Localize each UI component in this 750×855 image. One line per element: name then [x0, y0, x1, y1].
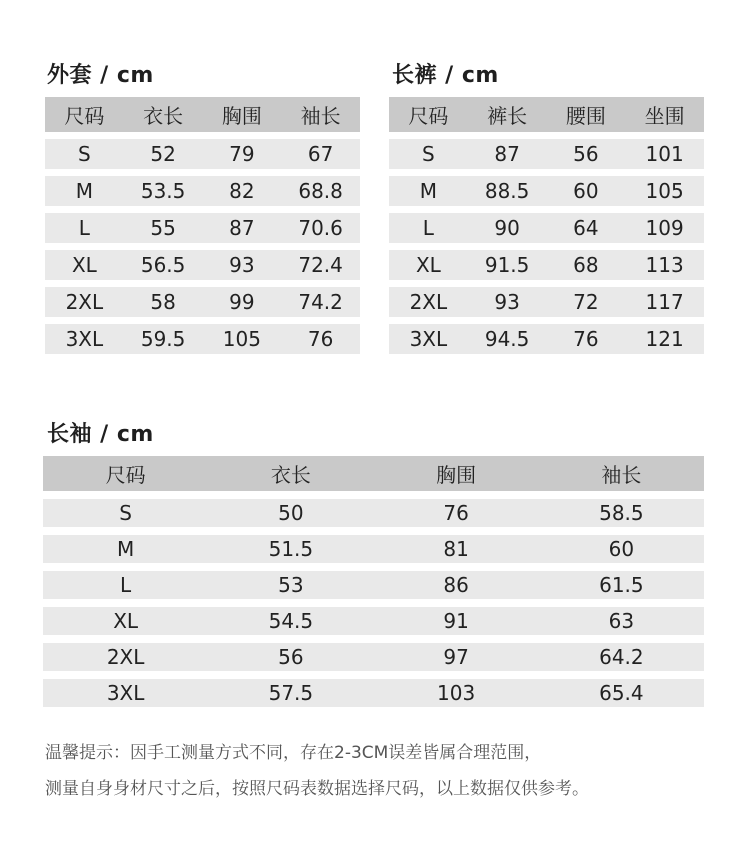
- table-cell: 2XL: [43, 635, 208, 671]
- table-row: [45, 280, 360, 317]
- table-row: [389, 243, 704, 280]
- table-cell: S: [43, 491, 208, 527]
- table-row: [43, 599, 704, 635]
- table-cell: 61.5: [539, 563, 704, 599]
- table-cell: XL: [45, 243, 124, 280]
- table-cell: 76: [547, 317, 626, 354]
- table-cell: 54.5: [208, 599, 373, 635]
- table-cell: 57.5: [208, 671, 373, 707]
- table-cell: 51.5: [208, 527, 373, 563]
- table-cell: 105: [625, 169, 704, 206]
- table-row: [389, 317, 704, 354]
- header-cell: 腰围: [547, 97, 626, 132]
- table-header-row: [389, 97, 704, 132]
- table-cell: L: [45, 206, 124, 243]
- table-cell: 87: [468, 132, 547, 169]
- header-cell: 胸围: [374, 456, 539, 491]
- table-cell: 56: [208, 635, 373, 671]
- header-cell: 衣长: [208, 456, 373, 491]
- table-cell: 82: [203, 169, 282, 206]
- table-cell: 97: [374, 635, 539, 671]
- table-cell: L: [43, 563, 208, 599]
- sleeve-table-title: 长袖 / cm: [47, 422, 154, 447]
- table-cell: 3XL: [43, 671, 208, 707]
- table-cell: 58.5: [539, 491, 704, 527]
- table-row: [389, 132, 704, 169]
- table-cell: 90: [468, 206, 547, 243]
- table-row: [43, 527, 704, 563]
- table-cell: 68: [547, 243, 626, 280]
- table-cell: 50: [208, 491, 373, 527]
- table-header-row: [43, 456, 704, 491]
- header-cell: 袖长: [539, 456, 704, 491]
- table-row: [45, 243, 360, 280]
- table-cell: 72.4: [281, 243, 360, 280]
- table-cell: 3XL: [45, 317, 124, 354]
- header-cell: 尺码: [389, 97, 468, 132]
- header-cell: 尺码: [45, 97, 124, 132]
- table-cell: 109: [625, 206, 704, 243]
- table-cell: S: [389, 132, 468, 169]
- table-cell: 60: [547, 169, 626, 206]
- table-row: [45, 206, 360, 243]
- table-cell: 117: [625, 280, 704, 317]
- table-cell: 70.6: [281, 206, 360, 243]
- notice-line-1: 温馨提示：因手工测量方式不同，存在2-3CM误差皆属合理范围，: [45, 743, 542, 763]
- table-cell: 99: [203, 280, 282, 317]
- table-row: [43, 635, 704, 671]
- table-cell: 121: [625, 317, 704, 354]
- header-cell: 坐围: [625, 97, 704, 132]
- table-cell: 72: [547, 280, 626, 317]
- table-cell: 86: [374, 563, 539, 599]
- table-cell: 55: [124, 206, 203, 243]
- table-cell: 52: [124, 132, 203, 169]
- table-cell: XL: [389, 243, 468, 280]
- table-cell: 67: [281, 132, 360, 169]
- header-cell: 裤长: [468, 97, 547, 132]
- table-cell: S: [45, 132, 124, 169]
- table-cell: 53: [208, 563, 373, 599]
- table-row: [389, 169, 704, 206]
- table-row: [43, 491, 704, 527]
- table-cell: 65.4: [539, 671, 704, 707]
- table-cell: M: [43, 527, 208, 563]
- sleeve-size-table: [43, 456, 704, 707]
- pants-table-title: 长裤 / cm: [392, 63, 499, 88]
- table-row: [389, 280, 704, 317]
- table-row: [45, 132, 360, 169]
- table-row: [43, 671, 704, 707]
- table-cell: 81: [374, 527, 539, 563]
- header-cell: 袖长: [281, 97, 360, 132]
- table-cell: 93: [468, 280, 547, 317]
- table-cell: 79: [203, 132, 282, 169]
- table-cell: 94.5: [468, 317, 547, 354]
- table-cell: 76: [374, 491, 539, 527]
- header-cell: 胸围: [203, 97, 282, 132]
- table-row: [45, 169, 360, 206]
- table-cell: M: [45, 169, 124, 206]
- table-row: [43, 563, 704, 599]
- table-cell: 3XL: [389, 317, 468, 354]
- table-cell: 91: [374, 599, 539, 635]
- table-cell: 64: [547, 206, 626, 243]
- table-cell: L: [389, 206, 468, 243]
- table-cell: M: [389, 169, 468, 206]
- table-cell: 56: [547, 132, 626, 169]
- header-cell: 衣长: [124, 97, 203, 132]
- table-cell: 88.5: [468, 169, 547, 206]
- notice-line-2: 测量自身身材尺寸之后，按照尺码表数据选择尺码，以上数据仅供参考。: [45, 779, 589, 799]
- header-cell: 尺码: [43, 456, 208, 491]
- table-cell: 64.2: [539, 635, 704, 671]
- table-cell: 63: [539, 599, 704, 635]
- table-cell: 59.5: [124, 317, 203, 354]
- table-cell: 93: [203, 243, 282, 280]
- table-cell: 60: [539, 527, 704, 563]
- table-cell: 91.5: [468, 243, 547, 280]
- table-cell: 53.5: [124, 169, 203, 206]
- pants-size-table: [389, 97, 704, 354]
- coat-size-table: [45, 97, 360, 354]
- table-cell: 2XL: [45, 280, 124, 317]
- table-cell: 58: [124, 280, 203, 317]
- table-cell: 87: [203, 206, 282, 243]
- table-cell: 113: [625, 243, 704, 280]
- table-cell: 105: [203, 317, 282, 354]
- table-cell: 2XL: [389, 280, 468, 317]
- table-header-row: [45, 97, 360, 132]
- table-row: [45, 317, 360, 354]
- table-cell: XL: [43, 599, 208, 635]
- table-row: [389, 206, 704, 243]
- table-cell: 103: [374, 671, 539, 707]
- table-cell: 56.5: [124, 243, 203, 280]
- table-cell: 76: [281, 317, 360, 354]
- table-cell: 68.8: [281, 169, 360, 206]
- table-cell: 101: [625, 132, 704, 169]
- coat-table-title: 外套 / cm: [47, 63, 154, 88]
- table-cell: 74.2: [281, 280, 360, 317]
